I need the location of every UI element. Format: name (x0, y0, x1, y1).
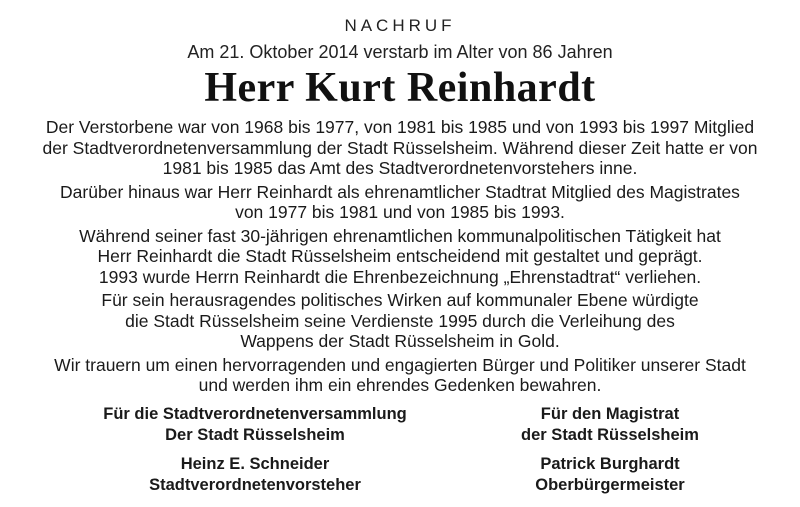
text-line: Darüber hinaus war Herr Reinhardt als ehrenamtlicher Stadtrat Mitglied des Magistrates (60, 181, 740, 202)
obituary-body (16, 117, 784, 399)
text-line: und werden ihm ein ehrendes Gedenken bewahren. (198, 375, 602, 395)
signature-org-line: Für die Stadtverordnetenversammlung (103, 405, 407, 423)
text-line: die Stadt Rüsselsheim seine Verdienste 1995 durch die Verleihung des (125, 310, 675, 331)
signature-block-right (460, 404, 760, 496)
signature-person: Patrick Burghardt (540, 455, 680, 473)
signature-block-left (60, 404, 450, 496)
paragraph-stadtrat (16, 182, 784, 223)
text-line: Während seiner fast 30-jährigen ehrenamtlichen kommunalpolitischen Tätigkeit hat (79, 225, 721, 246)
signature-org-line: der Stadt Rüsselsheim (521, 426, 699, 444)
paragraph-membership (16, 117, 784, 179)
paragraph-honor (16, 290, 784, 352)
signature-title: Oberbürgermeister (535, 476, 685, 494)
signature-person: Heinz E. Schneider (180, 455, 330, 473)
text-line: Wappens der Stadt Rüsselsheim in Gold. (240, 331, 560, 351)
deceased-name: Herr Kurt Reinhardt (204, 65, 596, 111)
text-line: Der Verstorbene war von 1968 bis 1977, von 1981 bis 1985 und von 1993 bis 1997 Mitglied (45, 117, 755, 137)
notice-label: NACHRUF (344, 16, 456, 35)
text-line: Wir trauern um einen hervorragenden und engagierten Bürger und Politiker unserer Stadt (54, 354, 746, 375)
signature-title: Stadtverordnetenvorsteher (149, 476, 361, 494)
text-line: Herr Reinhardt die Stadt Rüsselsheim entscheidend mit gestaltet und geprägt. (97, 246, 703, 266)
text-line: von 1977 bis 1981 und von 1985 bis 1993. (235, 202, 565, 222)
text-line: 1993 wurde Herrn Reinhardt die Ehrenbezeichnung „Ehrenstadtrat“ verliehen. (98, 266, 702, 287)
paragraph-activity (16, 226, 784, 288)
paragraph-mourning (16, 355, 784, 396)
signature-org-line: Für den Magistrat (540, 405, 680, 423)
signature-org-line: Der Stadt Rüsselsheim (165, 426, 345, 444)
notice-subtitle: Am 21. Oktober 2014 verstarb im Alter von 86 Jahren (187, 42, 613, 62)
text-line: 1981 bis 1985 das Amt des Stadtverordnetenvorstehers inne. (162, 158, 638, 178)
text-line: der Stadtverordnetenversammlung der Stadt Rüsselsheim. Während dieser Zeit hatte er von (42, 137, 758, 158)
text-line: Für sein herausragendes politisches Wirken auf kommunaler Ebene würdigte (101, 290, 699, 310)
